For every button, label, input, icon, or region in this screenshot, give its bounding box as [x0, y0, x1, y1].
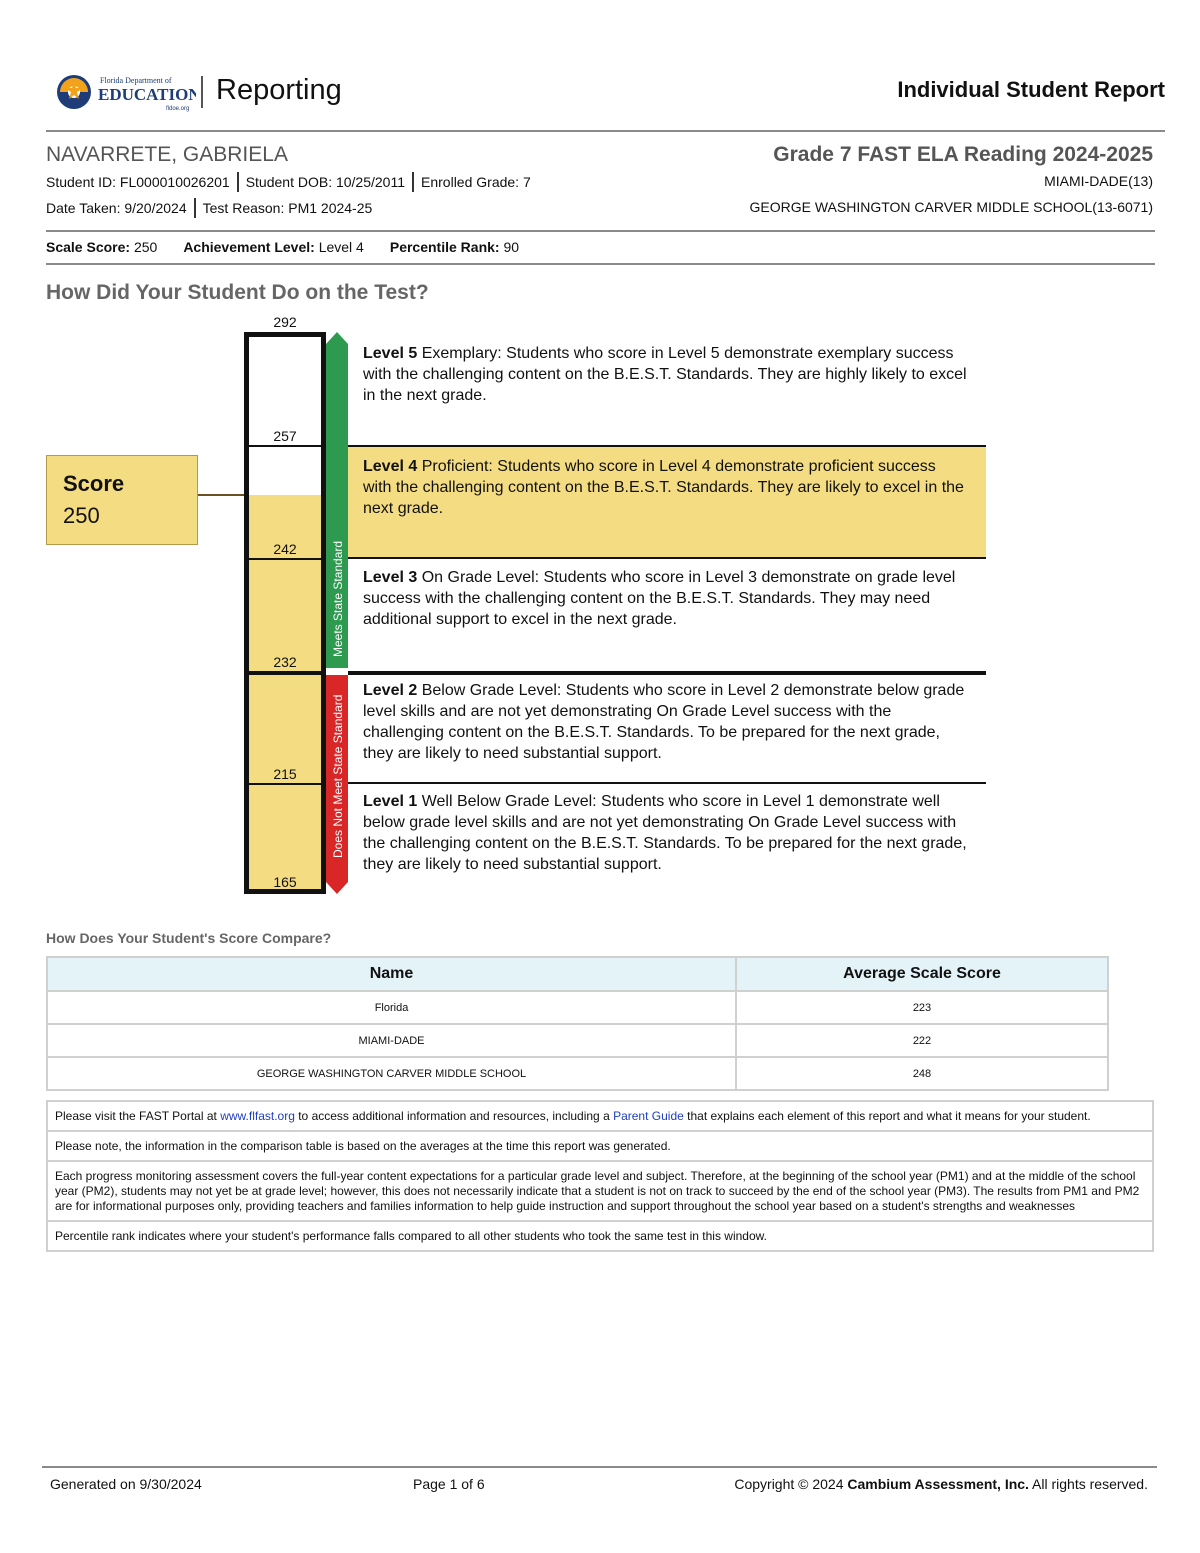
notes-box: [46, 1100, 1154, 1252]
scale-score-value: 250: [133, 239, 158, 255]
level-divider: [348, 557, 986, 559]
tick-label: 242: [273, 541, 297, 557]
logo-text-main: EDUCATION: [98, 85, 196, 104]
column-header-average: Average Scale Score: [736, 957, 1108, 991]
bar-divider-215: [249, 783, 321, 785]
copyright-text: All rights reserved.: [1028, 1476, 1148, 1492]
level-name: Level 1: [363, 793, 418, 810]
tick-label: 215: [273, 766, 297, 782]
level-divider: [348, 671, 986, 675]
scores-bottom-divider: [46, 263, 1155, 265]
district: MIAMI-DADE(13): [1044, 173, 1153, 189]
score-callout-value: 250: [63, 503, 100, 528]
footer-divider: [42, 1466, 1157, 1468]
test-reason: Test Reason: PM1 2024-25: [202, 200, 373, 216]
achievement-level-value: Level 4: [318, 239, 364, 255]
row-average: 248: [736, 1057, 1108, 1090]
parent-guide-link[interactable]: Parent Guide: [613, 1109, 684, 1123]
portal-note-text: Please visit the FAST Portal at: [55, 1109, 221, 1123]
comparison-note: Please note, the information in the comparison table is based on the averages at the time this report was generated.: [46, 1132, 1154, 1162]
scores-top-divider: [46, 230, 1155, 232]
table-header-row: [47, 957, 1108, 991]
tick-label: 232: [273, 654, 297, 670]
fldoe-logo: [56, 72, 196, 114]
row-name: MIAMI-DADE: [47, 1024, 736, 1057]
level-2-description: [363, 680, 968, 764]
percentile-note: Percentile rank indicates where your student's performance falls compared to all other students who took the same test in this window.: [46, 1222, 1154, 1252]
achievement-level-label: Achievement Level:: [183, 239, 315, 255]
not-meets-arrow-cap: [326, 882, 348, 894]
student-name: NAVARRETE, GABRIELA: [46, 143, 288, 166]
table-row: [47, 991, 1108, 1024]
portal-note-text: that explains each element of this report and what it means for your student.: [683, 1109, 1091, 1123]
level-text: Well Below Grade Level: Students who score in Level 1 demonstrate well below grade level skills and are not yet demonstrating On Grade Level success with the challenging content on the B.E.S.T. Standards. To be prepared for the next grade, they are likely to need substantial support.: [363, 793, 967, 873]
logo-divider: [201, 76, 203, 108]
test-title: Grade 7 FAST ELA Reading 2024-2025: [773, 143, 1153, 166]
level-name: Level 3: [363, 569, 418, 586]
scores-summary: [46, 239, 519, 255]
level-4-description: [363, 456, 968, 519]
tick-label: 257: [273, 428, 297, 444]
company-name: Cambium Assessment, Inc.: [847, 1476, 1029, 1492]
student-id: Student ID: FL000010026201: [46, 174, 230, 190]
level-text: Exemplary: Students who score in Level 5 demonstrate exemplary success with the challenging content on the B.E.S.T. Standards. They are highly likely to excel in the next grade.: [363, 345, 967, 404]
meta-separator: [237, 172, 239, 192]
compare-heading: How Does Your Student's Score Compare?: [46, 930, 332, 946]
meta-separator: [194, 198, 196, 218]
percentile-rank-value: 90: [503, 239, 520, 255]
section-heading: How Did Your Student Do on the Test?: [46, 281, 429, 304]
level-name: Level 4: [363, 458, 418, 475]
column-header-name: Name: [47, 957, 736, 991]
level-name: Level 5: [363, 345, 418, 362]
score-callout: [46, 455, 198, 545]
level-5-description: [363, 343, 968, 406]
meta-separator: [412, 172, 414, 192]
tick-label: 292: [273, 314, 297, 330]
table-row: [47, 1057, 1108, 1090]
page-number: Page 1 of 6: [413, 1476, 485, 1492]
student-dob: Student DOB: 10/25/2011: [245, 174, 406, 190]
student-meta-line: [46, 172, 531, 192]
report-title: Individual Student Report: [897, 77, 1165, 102]
meets-arrow-cap: [326, 332, 348, 344]
level-name: Level 2: [363, 682, 418, 699]
copyright-text: Copyright © 2024: [734, 1476, 848, 1492]
portal-note-text: to access additional information and resources, including a: [294, 1109, 614, 1123]
percentile-rank-label: Percentile Rank:: [389, 239, 500, 255]
table-row: [47, 1024, 1108, 1057]
bar-divider-242: [249, 558, 321, 560]
tick-label: 165: [273, 874, 297, 890]
progress-monitoring-note: Each progress monitoring assessment covers the full-year content expectations for a particular grade level and subject. Therefore, at the beginning of the school year (PM1) and at the middle of the school year (PM2), students may not yet be at grade level; however, this does not necessarily indicate that a student is not on track to succeed by the end of the school year (PM3). The results from PM1 and PM2 are for informational purposes only, providing teachers and families information to help guide instruction and support throughout the school year based on a student's strengths and weaknesses: [46, 1162, 1154, 1222]
generated-date: Generated on 9/30/2024: [50, 1476, 202, 1492]
row-average: 222: [736, 1024, 1108, 1057]
row-name: Florida: [47, 991, 736, 1024]
compare-table: [46, 956, 1109, 1091]
app-title: Reporting: [216, 74, 342, 106]
level-text: On Grade Level: Students who score in Level 3 demonstrate on grade level success with the challenging content on the B.E.S.T. Standards. They may need additional support to excel in the next grade.: [363, 569, 956, 628]
level-text: Proficient: Students who score in Level 4 demonstrate proficient success with the challenging content on the B.E.S.T. Standards. They are likely to excel in the next grade.: [363, 458, 964, 517]
test-meta-line: [46, 198, 372, 218]
scale-score-label: Scale Score:: [46, 239, 131, 255]
logo-text-sub: fldoe.org: [166, 106, 190, 112]
level-1-description: [363, 791, 968, 875]
logo-text-top: Florida Department of: [100, 76, 172, 85]
level-3-description: [363, 567, 968, 630]
school: GEORGE WASHINGTON CARVER MIDDLE SCHOOL(13-6071): [749, 199, 1153, 215]
score-connector-line: [198, 494, 244, 496]
row-name: GEORGE WASHINGTON CARVER MIDDLE SCHOOL: [47, 1057, 736, 1090]
copyright: [734, 1476, 1148, 1492]
row-average: 223: [736, 991, 1108, 1024]
enrolled-grade: Enrolled Grade: 7: [421, 174, 531, 190]
date-taken: Date Taken: 9/20/2024: [46, 200, 187, 216]
fast-portal-link[interactable]: www.flfast.org: [220, 1109, 295, 1123]
score-callout-label: Score: [63, 471, 125, 496]
bar-divider-257: [249, 445, 321, 447]
header-divider: [46, 130, 1165, 132]
portal-note: [46, 1100, 1154, 1132]
level-divider: [348, 782, 986, 784]
not-meets-standard-label: Does Not Meet State Standard: [331, 694, 345, 858]
level-text: Below Grade Level: Students who score in Level 2 demonstrate below grade level skills and are not yet demonstrating On Grade Level success with the challenging content on the B.E.S.T. Standards. To be prepared for the next grade, they are likely to need substantial support.: [363, 682, 965, 762]
level-divider: [348, 445, 986, 447]
meets-standard-label: Meets State Standard: [331, 540, 345, 657]
fldoe-seal-icon: [56, 72, 196, 114]
bar-divider-232: [249, 671, 321, 675]
